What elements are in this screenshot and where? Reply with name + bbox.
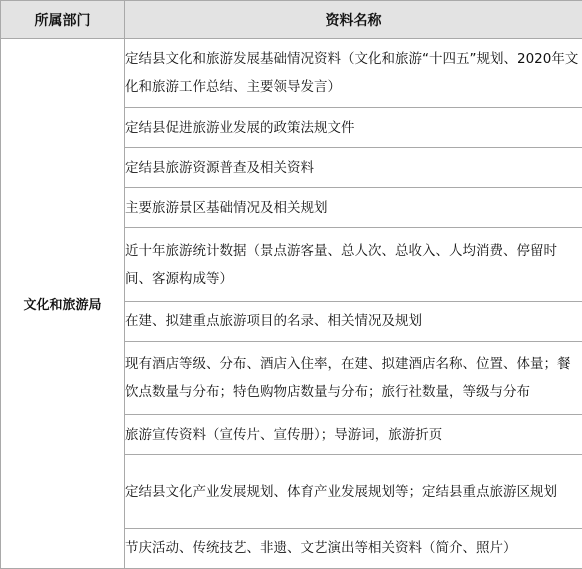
material-item-5: 近十年旅游统计数据（景点游客量、总人次、总收入、人均消费、停留时间、客源构成等） — [125, 228, 582, 302]
header-row — [1, 1, 582, 39]
material-item-9: 定结县文化产业发展规划、体育产业发展规划等；定结县重点旅游区规划 — [125, 455, 582, 529]
material-item-1: 定结县文化和旅游发展基础情况资料（文化和旅游“十四五”规划、2020年文化和旅游工作总结、主要领导发言） — [125, 39, 582, 108]
material-item-6: 在建、拟建重点旅游项目的名录、相关情况及规划 — [125, 301, 582, 341]
material-item-4: 主要旅游景区基础情况及相关规划 — [125, 188, 582, 228]
department-cell: 文化和旅游局 — [1, 39, 125, 569]
table-row — [1, 39, 582, 108]
header-material-name: 资料名称 — [125, 1, 582, 39]
material-item-7: 现有酒店等级、分布、酒店入住率，在建、拟建酒店名称、位置、体量；餐饮点数量与分布；特色购物店数量与分布；旅行社数量，等级与分布 — [125, 341, 582, 415]
header-department: 所属部门 — [1, 1, 125, 39]
material-item-8: 旅游宣传资料（宣传片、宣传册）；导游词，旅游折页 — [125, 415, 582, 455]
material-item-10: 节庆活动、传统技艺、非遗、文艺演出等相关资料（简介、照片） — [125, 528, 582, 568]
material-item-2: 定结县促进旅游业发展的政策法规文件 — [125, 108, 582, 148]
material-item-3: 定结县旅游资源普查及相关资料 — [125, 148, 582, 188]
